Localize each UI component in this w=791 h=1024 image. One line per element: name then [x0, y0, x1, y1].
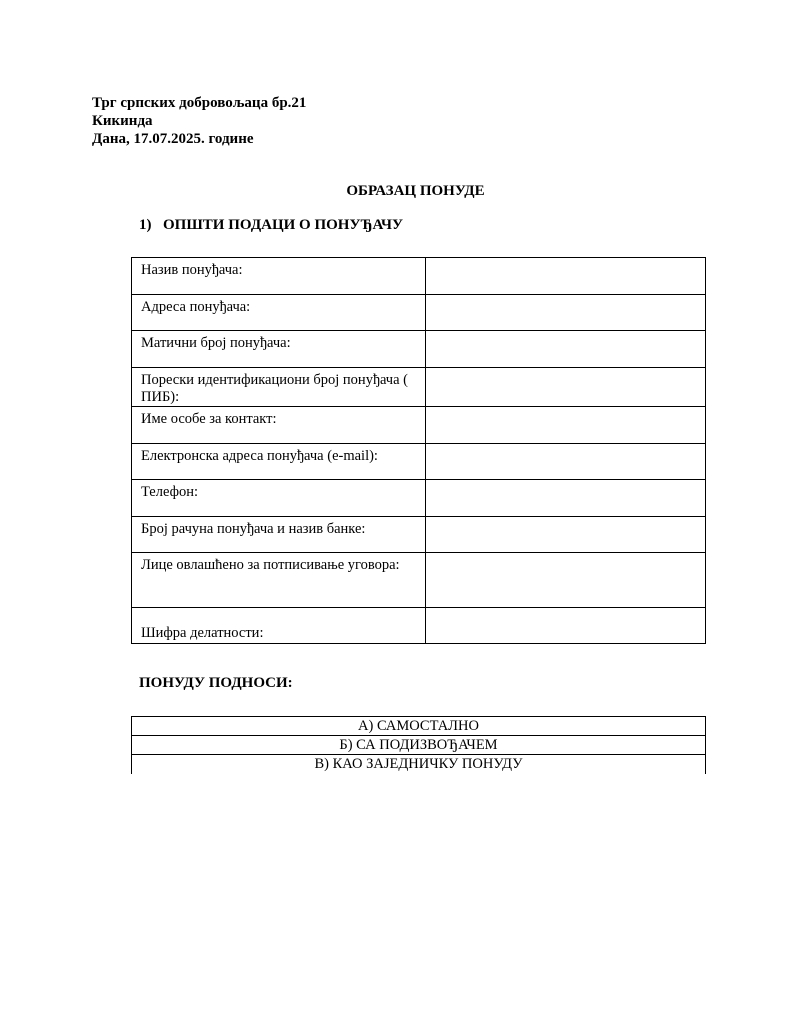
submission-option[interactable]: В) КАО ЗАЈЕДНИЧКУ ПОНУДУ [132, 755, 706, 774]
submission-heading: ПОНУДУ ПОДНОСИ: [139, 675, 293, 691]
table-row [132, 517, 706, 553]
header-date: Дана, 17.07.2025. године [92, 131, 254, 147]
table-row [132, 331, 706, 368]
field-label: Телефон: [132, 480, 426, 517]
field-label: Назив понуђача: [132, 258, 426, 295]
field-value[interactable] [425, 407, 705, 444]
table-row [132, 258, 706, 295]
header-block [92, 94, 306, 148]
table-row [132, 553, 706, 608]
table-row [132, 368, 706, 407]
section-number: 1) [139, 217, 152, 233]
table-row [132, 736, 706, 755]
submission-options-table [131, 716, 706, 774]
table-row [132, 295, 706, 331]
submission-option[interactable]: А) САМОСТАЛНО [132, 717, 706, 736]
field-label: Шифра делатности: [132, 608, 426, 644]
field-value[interactable] [425, 444, 705, 480]
field-value[interactable] [425, 517, 705, 553]
section-title: ОПШТИ ПОДАЦИ О ПОНУЂАЧУ [163, 217, 404, 233]
field-label: Електронска адреса понуђача (e-mail): [132, 444, 426, 480]
document-title: ОБРАЗАЦ ПОНУДЕ [346, 183, 485, 199]
field-value[interactable] [425, 258, 705, 295]
table-row [132, 755, 706, 774]
table-row [132, 608, 706, 644]
field-value[interactable] [425, 331, 705, 368]
field-label: Адреса понуђача: [132, 295, 426, 331]
field-value[interactable] [425, 480, 705, 517]
bidder-info-table [131, 257, 706, 644]
field-label: Порески идентификациони број понуђача ( ПИБ): [132, 368, 426, 407]
field-label: Матични број понуђача: [132, 331, 426, 368]
field-value[interactable] [425, 553, 705, 608]
table-row [132, 407, 706, 444]
table-row [132, 444, 706, 480]
field-label: Име особе за контакт: [132, 407, 426, 444]
field-value[interactable] [425, 608, 705, 644]
field-label: Број рачуна понуђача и назив банке: [132, 517, 426, 553]
header-address: Трг српских добровољаца бр.21 [92, 95, 307, 111]
field-value[interactable] [425, 368, 705, 407]
field-value[interactable] [425, 295, 705, 331]
table-row [132, 480, 706, 517]
table-row [132, 717, 706, 736]
section-heading [139, 217, 403, 234]
header-city: Кикинда [92, 113, 153, 129]
field-label: Лице овлашћено за потписивање уговора: [132, 553, 426, 608]
submission-option[interactable]: Б) СА ПОДИЗВОЂАЧЕМ [132, 736, 706, 755]
